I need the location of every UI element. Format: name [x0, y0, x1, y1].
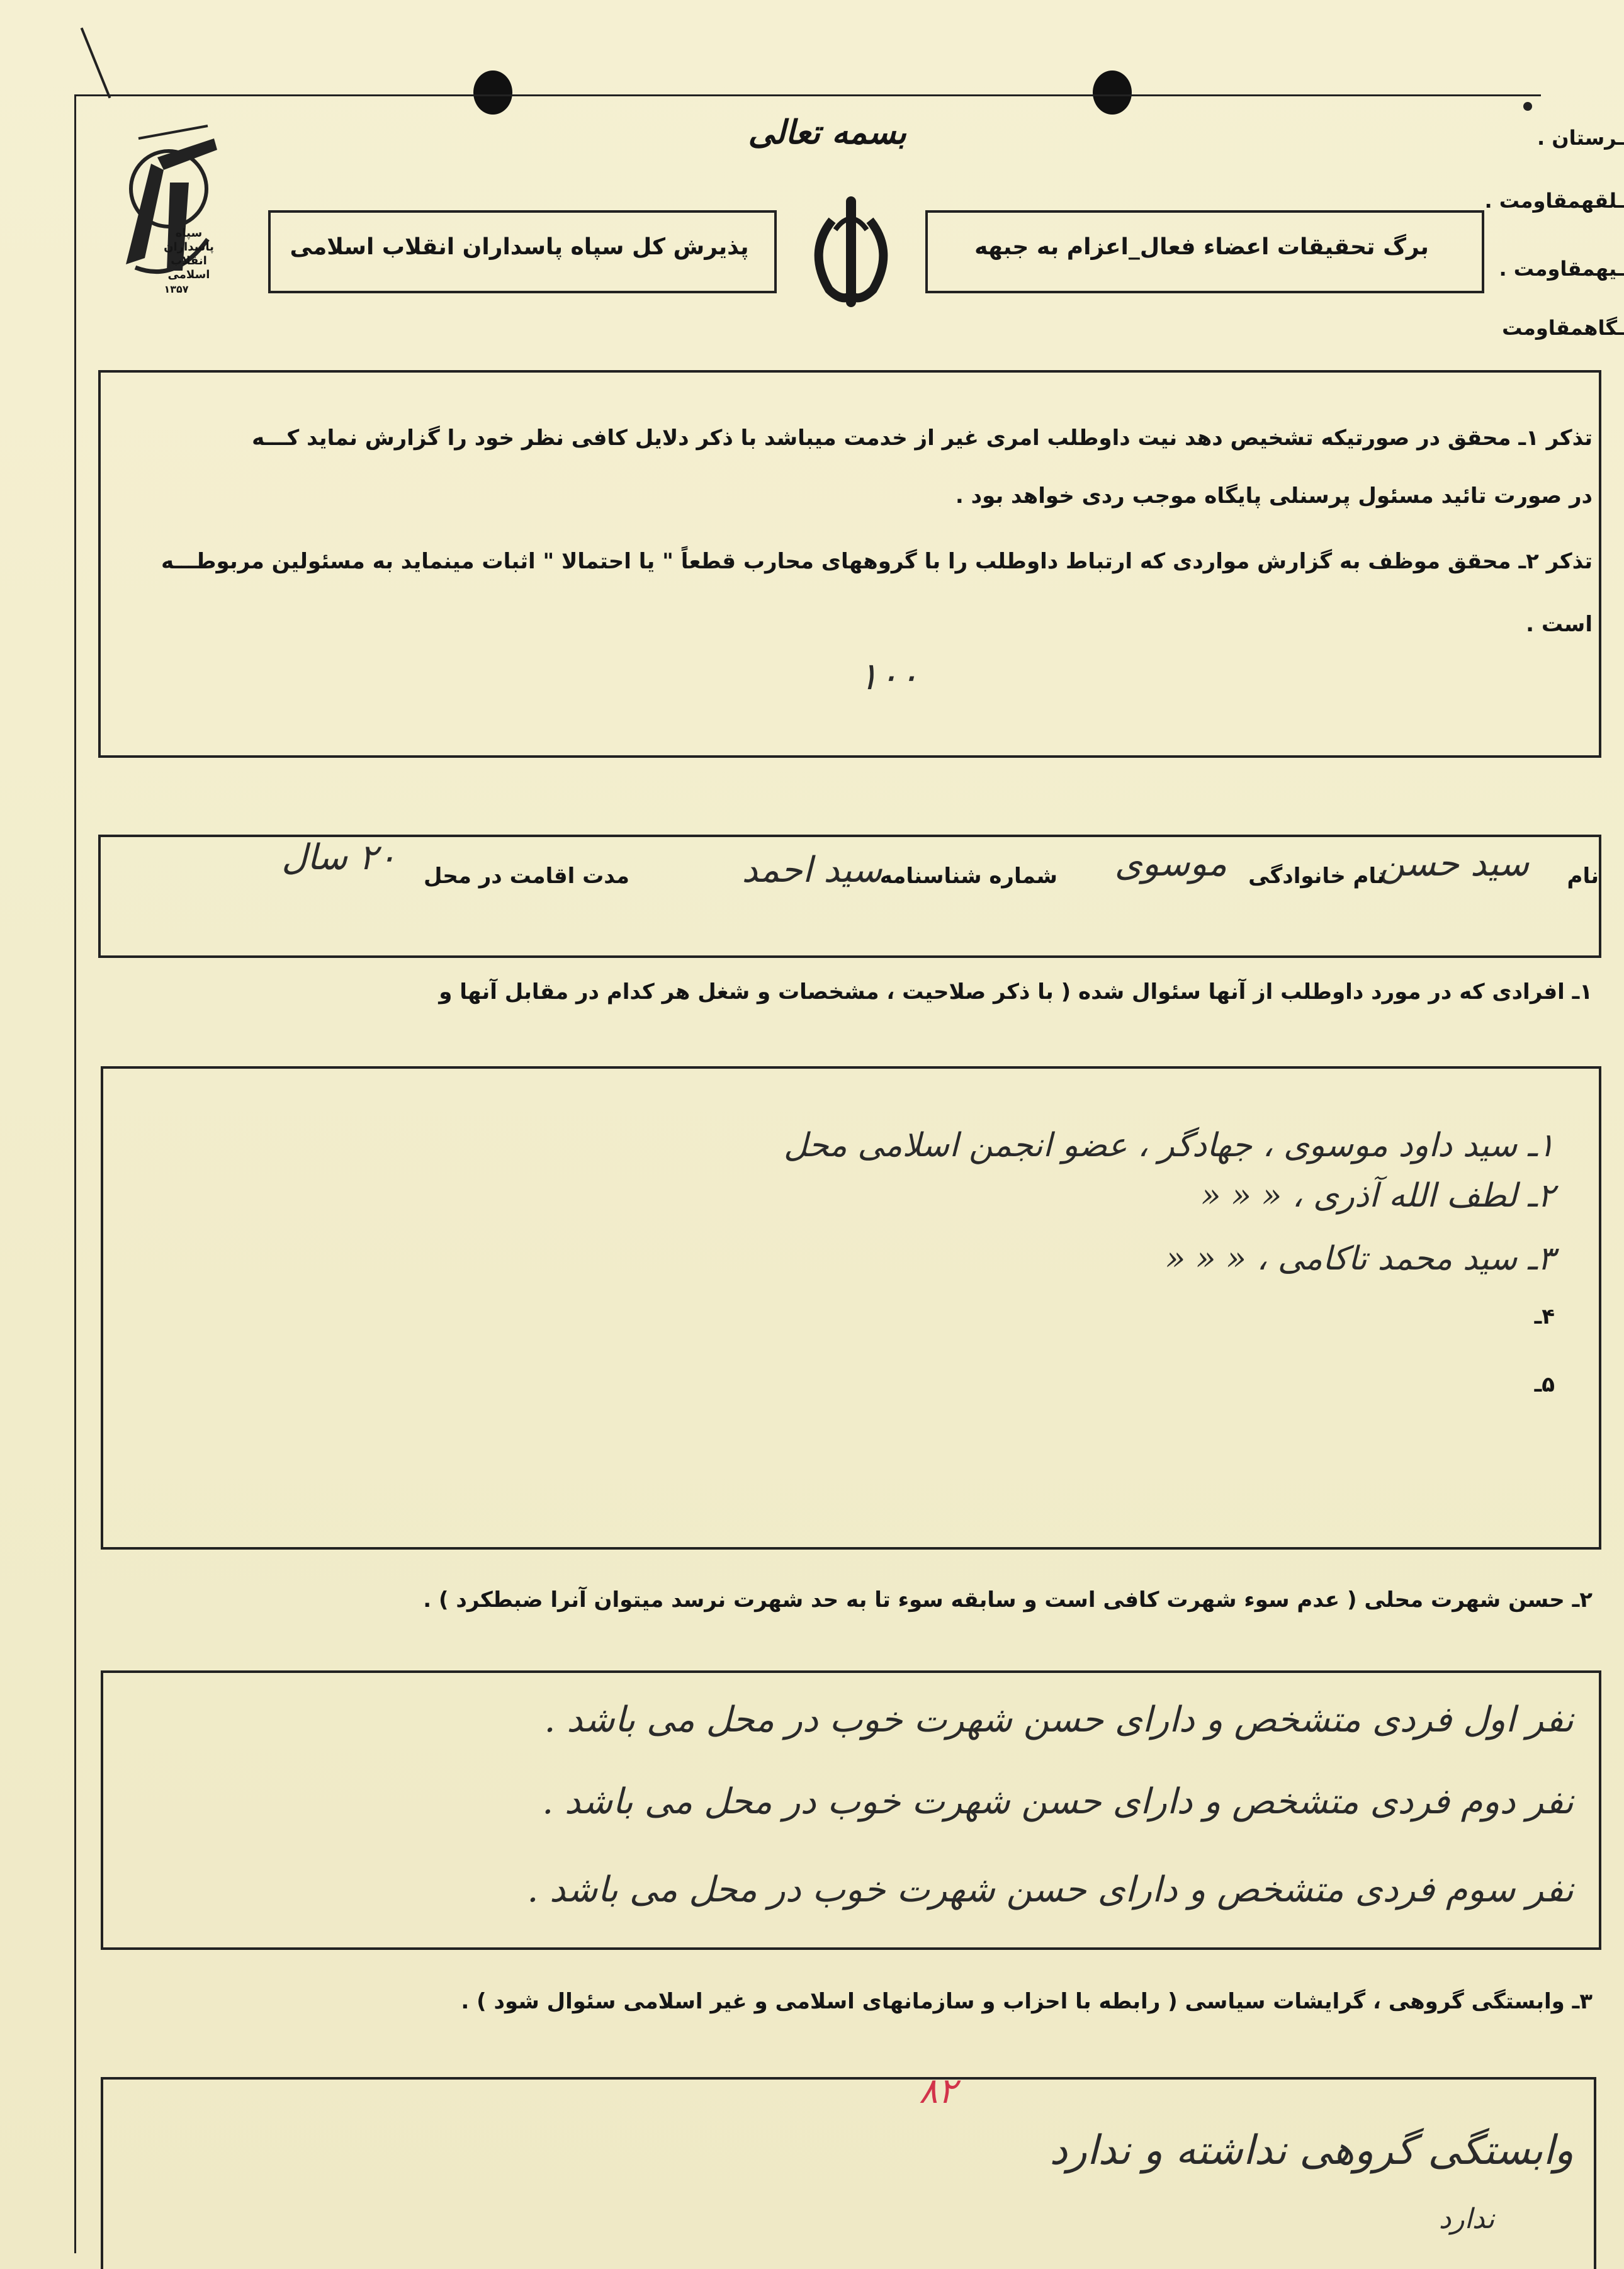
punch-hole-right — [1093, 70, 1132, 115]
section3-answer: وابستگی گروهی نداشته و ندارد — [1049, 2127, 1574, 2174]
section1-entry-2: ۲ـ لطف الله آذری ، « « « — [1200, 1177, 1555, 1215]
right-header-title: برگ تحقیقات اعضاء فعال_اعزام به جبهه — [974, 234, 1429, 260]
logo-caption: سپاه پاسداران انقلاب اسلامی — [164, 227, 214, 281]
idno-value: سید احمد — [742, 850, 882, 891]
section2-heading: ۲ـ حسن شهرت محلی ( عدم سوء شهرت کافی است و سابقه سوء تا به حد شهرت نرسد میتوان آنرا ضبطکرد ) . — [423, 1587, 1593, 1613]
section1-entry-5: ۵ـ — [1534, 1372, 1555, 1397]
residence-value: ۲۰ سال — [281, 837, 397, 878]
section3-bottom-mark: ندارد — [1438, 2203, 1495, 2235]
residence-label: مدت اقامت در محل — [423, 864, 629, 889]
note1-line1: تذکر ۱ـ محقق در صورتیکه تشخیص دهد نیت داوطلب امری غیر از خدمت میباشد با ذکر دلایل کافی نظر خود را گزارش نماید کـــه — [252, 425, 1593, 451]
margin-slash — [81, 28, 111, 99]
family-value: موسوی — [1114, 843, 1227, 884]
section1-entry-1: ۱ـ سید داود موسوی ، جهادگر ، عضو انجمن اسلامی محل — [783, 1127, 1555, 1164]
name-label: نام — [1567, 864, 1599, 889]
margin-label-province: ـرستان . — [1537, 126, 1624, 150]
idno-label: شماره شناسنامه — [879, 864, 1057, 889]
note2-line2: است . — [1526, 612, 1593, 637]
section2-entry-3: نفر سوم فردی متشخص و دارای حسن شهرت خوب در محل می باشد . — [527, 1869, 1574, 1910]
top-border-line — [74, 94, 1541, 96]
name-value: سید حسن — [1379, 843, 1530, 884]
punch-hole-left — [473, 70, 512, 115]
section1-entry-3: ۳ـ سید محمد تاکامی ، « « « — [1165, 1240, 1555, 1278]
family-label: نام خانوادگی — [1248, 864, 1385, 889]
note1-line2: در صورت تائید مسئول پرسنلی پایگاه موجب ردی خواهد بود . — [955, 483, 1593, 509]
handwritten-number: ۱۰۰ — [858, 655, 919, 699]
section2-entry-1: نفر اول فردی متشخص و دارای حسن شهرت خوب در محل می باشد . — [544, 1699, 1574, 1740]
section3-box-left — [101, 2077, 103, 2269]
section1-heading: ۱ـ افرادی که در مورد داوطلب از آنها سئوال شده ( با ذکر صلاحیت ، مشخصات و شغل هر کدام در مقابل آنها و — [439, 979, 1593, 1005]
left-header-title: پذیرش کل سپاه پاسداران انقلاب اسلامی — [290, 234, 749, 260]
note2-line1: تذکر ۲ـ محقق موظف به گزارش مواردی که ارتباط داوطلب را با گروههای محارب قطعاً " یا احتمالا " اثبات مینماید به مسئولین مربوطـــه — [161, 549, 1593, 574]
section3-box-top — [101, 2077, 1596, 2080]
logo-year: ۱۳۵۷ — [164, 283, 189, 295]
left-border-line — [74, 94, 76, 2253]
section2-entry-2: نفر دوم فردی متشخص و دارای حسن شهرت خوب در محل می باشد . — [542, 1781, 1574, 1822]
margin-label-zone: ـیهمقاومت . — [1499, 257, 1624, 281]
margin-mark — [1523, 102, 1532, 111]
section3-red-mark: ۸۲ — [918, 2071, 957, 2112]
section1-entry-4: ۴ـ — [1534, 1304, 1555, 1329]
margin-label-ring: ـلقهمقاومت . — [1484, 189, 1624, 213]
section3-box-right — [1594, 2077, 1596, 2269]
margin-label-base: ـگاهمقاومت — [1502, 316, 1624, 340]
besmeh-calligraphy: بسمه تعالی — [748, 113, 906, 152]
section3-heading: ۳ـ وابستگی گروهی ، گرایشات سیاسی ( رابطه با احزاب و سازمانهای اسلامی و غیر اسلامی سئوال شود ) . — [461, 1989, 1593, 2014]
iran-emblem-icon — [801, 195, 901, 308]
